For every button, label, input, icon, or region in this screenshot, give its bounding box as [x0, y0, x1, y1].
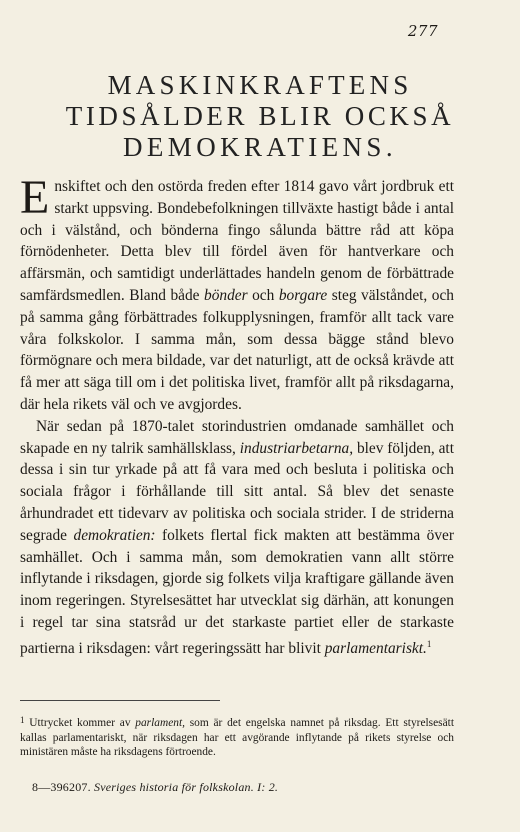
chapter-title-line-1: MASKINKRAFTENS: [107, 70, 413, 100]
paragraph-2: [20, 416, 454, 660]
chapter-title-line-2: TIDSÅLDER BLIR OCKSÅ: [65, 101, 455, 131]
paragraph-2-text-b: blev följden, att dessa i sin tur yrkade på att få vara med och besluta i politiska och sociala frågor i förhållande till sitt antal. Så blev det senaste århundradet ett tidevarv av politiska och sociala strider. I de striderna segrade: [20, 439, 454, 544]
emphasis-parlamentariskt: parlamentariskt.: [324, 639, 427, 657]
body-text: [20, 171, 454, 660]
emphasis-industriarbetarna: industriarbetarna,: [239, 439, 354, 457]
footnote-reference: 1: [426, 638, 432, 649]
printer-code: 8—396207.: [32, 780, 91, 794]
paragraph-2-text-a: När sedan på 1870-talet storindustrien omdanade samhället och skapade en ny talrik samhällsklass,: [20, 417, 454, 457]
paragraph-1-text-c: steg välståndet, och på samma gång förbättrades folkupplysningen, framför allt tack vare våra folkskolor. I samma mån, som dessa bägge stånd blevo förmögnare och mera bildade, var det naturligt, att de också krävde att få mer att säga till om i det politiska livet, framför allt på riksdagarna, där hela rikets väl och ve avgjordes.: [20, 286, 454, 413]
emphasis-bonder: bönder: [204, 286, 248, 304]
page-number: 277: [407, 22, 438, 40]
footnote-text-b: som är det engelska namnet på riksdag. Ett styrelsesätt kallas parlamentariskt, när riksdagen har ett avgörande inflytande på rikets styrelse och ministären måste ha riksdagens förtroende.: [20, 717, 454, 758]
footnote-divider: [20, 700, 220, 701]
paragraph-1-text-b: och: [247, 286, 279, 304]
chapter-title-line-3: DEMOKRATIENS.: [123, 132, 397, 162]
paragraph-2-text-c: folkets flertal fick makten att bestämma över samhället. Och i samma mån, som demokratien vann allt större inflytande i riksdagen, gjorde sig folkets vilja kraftigare gällande även inom regeringen. Styrelsesättet har utvecklat sig därhän, att konungen i regel tar sina statsråd ur det starkaste partiet eller de starkaste partierna i riksdagen: vårt regeringssätt har blivit: [20, 526, 454, 657]
footnote: [20, 713, 454, 760]
paragraph-1-text-a: nskiftet och den ostörda freden efter 1814 gavo vårt jordbruk ett starkt uppsving. Bondebefolkningen tillväxte hastigt både i antal och i välstånd, och bönderna fingo sålunda bättre råd att köpa förnödenheter. Detta blev till fördel även för hantverkare och affärsmän, och samtidigt underlättades handeln genom de förbättrade samfärdsmedlen. Bland både: [20, 178, 454, 304]
footnote-emphasis: parlament,: [135, 717, 185, 729]
book-title-signature: Sveriges historia för folkskolan. I: 2.: [94, 780, 279, 794]
footnote-text-a: Uttrycket kommer av: [29, 717, 136, 729]
chapter-title: [0, 70, 520, 163]
printer-signature: [32, 780, 278, 795]
footnote-marker: 1: [20, 715, 25, 725]
emphasis-demokratien: demokratien:: [73, 526, 156, 544]
emphasis-borgare: borgare: [278, 286, 328, 304]
drop-cap: E: [20, 171, 50, 224]
paragraph-1: [20, 171, 454, 416]
